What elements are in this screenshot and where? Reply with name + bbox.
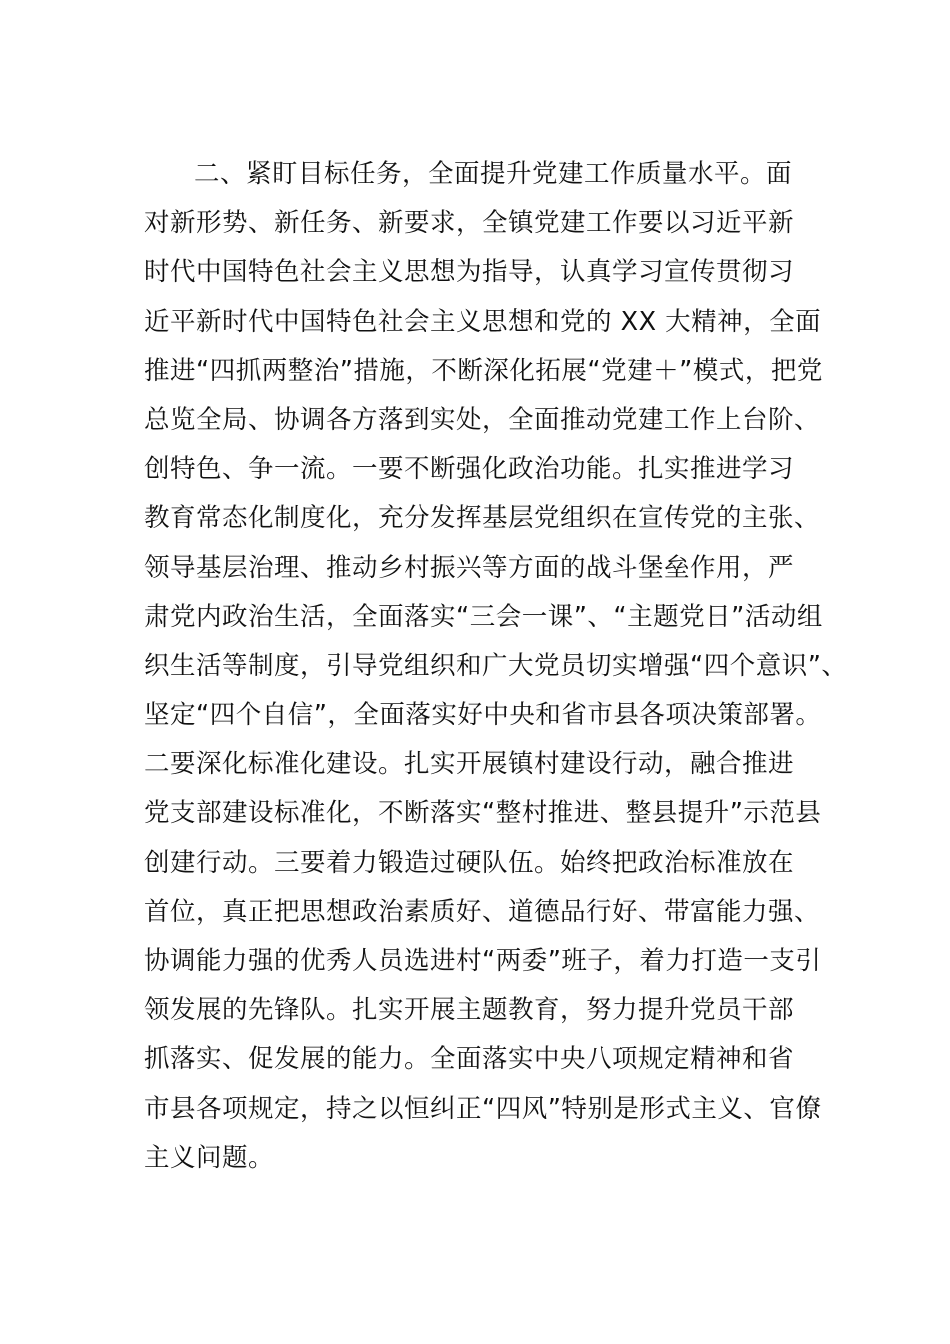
paragraph-line: 领发展的先锋队。扎实开展主题教育，努力提升党员干部 [144,995,795,1026]
paragraph-line: 对新形势、新任务、新要求，全镇党建工作要以习近平新 [144,208,795,239]
paragraph-line: 创建行动。三要着力锻造过硬队伍。始终把政治标准放在 [144,847,795,878]
paragraph-line: 教育常态化制度化，充分发挥基层党组织在宣传党的主张、 [144,503,821,534]
paragraph-line: 市县各项规定，持之以恒纠正“四风”特别是形式主义、官僚 [144,1093,822,1124]
body-paragraph [144,150,848,1183]
paragraph-line: 党支部建设标准化，不断落实“整村推进、整县提升”示范县 [144,798,822,829]
paragraph-line: 二、紧盯目标任务，全面提升党建工作质量水平。面 [194,159,793,189]
paragraph-line: 协调能力强的优秀人员选进村“两委”班子，着力打造一支引 [144,946,822,976]
paragraph-line: 总览全局、协调各方落到实处，全面推动党建工作上台阶、 [144,404,821,435]
paragraph-line: 创特色、争一流。一要不断强化政治功能。扎实推进学习 [144,454,795,485]
paragraph-line: 主义问题。 [144,1142,275,1173]
paragraph-line: 抓落实、促发展的能力。全面落实中央八项规定精神和省 [144,1044,795,1075]
paragraph-line: 坚定“四个自信”，全面落实好中央和省市县各项决策部署。 [144,700,822,731]
paragraph-line: 织生活等制度，引导党组织和广大党员切实增强“四个意识”、 [144,650,848,681]
paragraph-line: 领导基层治理、推动乡村振兴等方面的战斗堡垒作用，严 [144,552,795,583]
paragraph-line: 肃党内政治生活，全面落实“三会一课”、“主题党日”活动组 [144,601,823,632]
paragraph-line: 近平新时代中国特色社会主义思想和党的 XX 大精神，全面 [144,306,822,337]
paragraph-line: 时代中国特色社会主义思想为指导，认真学习宣传贯彻习 [144,257,795,288]
paragraph-line: 推进“四抓两整治”措施，不断深化拓展“党建＋”模式，把党 [144,355,823,386]
paragraph-line: 二要深化标准化建设。扎实开展镇村建设行动，融合推进 [144,749,795,780]
paragraph-line: 首位，真正把思想政治素质好、道德品行好、带富能力强、 [144,896,821,927]
